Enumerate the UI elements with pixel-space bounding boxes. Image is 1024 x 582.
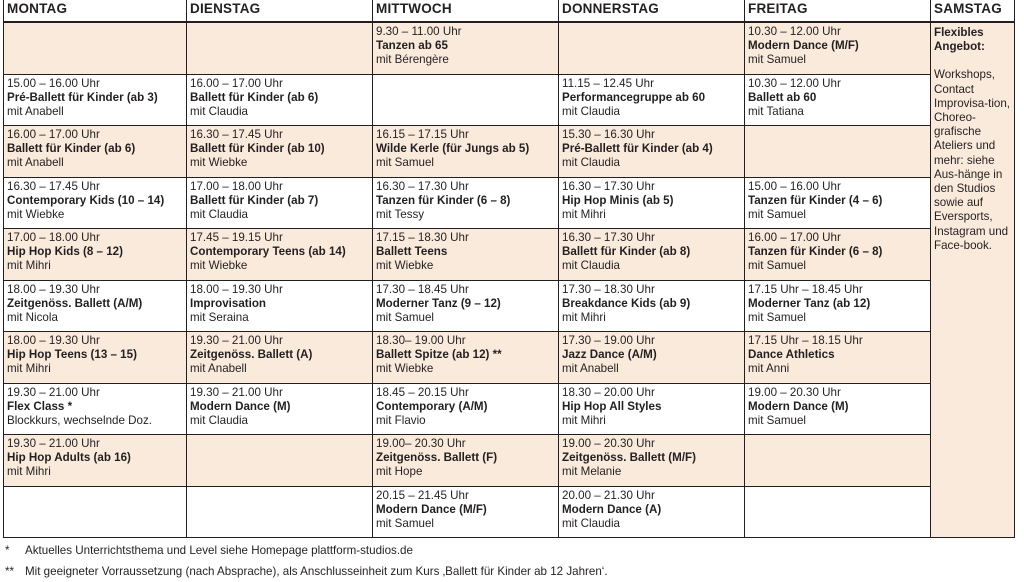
class-title: Zeitgenöss. Ballett (M/F) bbox=[562, 451, 696, 464]
empty-slot bbox=[559, 22, 745, 74]
class-teacher: mit Anni bbox=[748, 362, 790, 375]
class-time: 17.15 Uhr – 18.15 Uhr bbox=[748, 334, 863, 347]
class-title: Jazz Dance (A/M) bbox=[562, 348, 657, 361]
class-teacher: mit Wiebke bbox=[190, 259, 248, 272]
class-title: Moderner Tanz (9 – 12) bbox=[376, 296, 501, 310]
class-teacher: mit Samuel bbox=[376, 156, 434, 169]
class-teacher: mit Wiebke bbox=[190, 156, 248, 169]
class-title: Zeitgenöss. Ballett (A/M) bbox=[7, 296, 143, 310]
class-slot bbox=[745, 177, 931, 229]
class-time: 17.30 – 19.00 Uhr bbox=[562, 334, 655, 347]
class-title: Contemporary (A/M) bbox=[376, 399, 488, 413]
class-time: 19.30 – 21.00 Uhr bbox=[7, 385, 100, 399]
class-teacher: mit Mihri bbox=[7, 362, 51, 375]
empty-slot bbox=[745, 486, 931, 538]
class-time: 18.30 – 20.00 Uhr bbox=[562, 385, 655, 399]
class-slot bbox=[373, 229, 559, 281]
class-teacher: mit Nicola bbox=[7, 310, 58, 324]
class-title: Tanzen ab 65 bbox=[376, 39, 448, 52]
class-slot bbox=[745, 22, 931, 74]
class-slot bbox=[4, 435, 187, 487]
class-slot bbox=[559, 280, 745, 332]
class-title: Pré-Ballett für Kinder (ab 4) bbox=[562, 142, 713, 155]
class-slot bbox=[745, 332, 931, 384]
class-title: Modern Dance (M/F) bbox=[748, 39, 859, 52]
empty-slot bbox=[4, 22, 187, 74]
class-slot bbox=[373, 126, 559, 178]
class-slot bbox=[4, 177, 187, 229]
class-slot bbox=[187, 383, 373, 435]
class-slot bbox=[4, 126, 187, 178]
day-header-saturday: SAMSTAG bbox=[931, 0, 1015, 22]
saturday-title: Flexibles Angebot: bbox=[934, 26, 985, 54]
class-slot bbox=[745, 74, 931, 126]
class-title: Contemporary Teens (ab 14) bbox=[190, 245, 346, 258]
class-teacher: mit Tessy bbox=[376, 207, 425, 221]
class-time: 16.15 – 17.15 Uhr bbox=[376, 128, 469, 141]
class-teacher: mit Melanie bbox=[562, 465, 622, 478]
schedule-row bbox=[4, 74, 1015, 126]
class-title: Modern Dance (M) bbox=[748, 399, 849, 413]
class-title: Ballett für Kinder (ab 7) bbox=[190, 193, 319, 207]
schedule-row bbox=[4, 486, 1015, 538]
footnote-text: Mit geeigneter Vorraussetzung (nach Absprache), als Anschlusseinheit zum Kurs ‚Ballett für Kinder ab 12 Jahren‘. bbox=[25, 565, 608, 578]
class-slot bbox=[373, 22, 559, 74]
class-title: Moderner Tanz (ab 12) bbox=[748, 296, 871, 310]
class-time: 9.30 – 11.00 Uhr bbox=[376, 25, 462, 38]
class-time: 15.00 – 16.00 Uhr bbox=[748, 179, 841, 193]
class-time: 17.00 – 18.00 Uhr bbox=[7, 231, 100, 244]
class-slot bbox=[559, 229, 745, 281]
class-title: Tanzen für Kinder (4 – 6) bbox=[748, 193, 883, 207]
class-slot bbox=[559, 177, 745, 229]
class-teacher: mit Claudia bbox=[562, 104, 620, 118]
class-title: Tanzen für Kinder (6 – 8) bbox=[376, 193, 511, 207]
class-time: 10.30 – 12.00 Uhr bbox=[748, 76, 841, 90]
class-teacher: mit Wiebke bbox=[376, 259, 434, 272]
day-header-monday: MONTAG bbox=[4, 0, 187, 22]
day-header-tuesday: DIENSTAG bbox=[187, 0, 373, 22]
class-time: 20.00 – 21.30 Uhr bbox=[562, 488, 655, 502]
class-title: Improvisation bbox=[190, 296, 267, 310]
class-time: 11.15 – 12.45 Uhr bbox=[562, 76, 654, 90]
footnote bbox=[5, 561, 608, 582]
class-title: Modern Dance (A) bbox=[562, 502, 662, 516]
class-time: 18.00 – 19.30 Uhr bbox=[7, 282, 100, 296]
class-title: Hip Hop Teens (13 – 15) bbox=[7, 348, 137, 361]
day-header-thursday: DONNERSTAG bbox=[559, 0, 745, 22]
class-teacher: Blockkurs, wechselnde Doz. bbox=[7, 413, 152, 427]
class-time: 18.00 – 19.30 Uhr bbox=[7, 334, 100, 347]
class-slot bbox=[373, 486, 559, 538]
class-time: 17.30 – 18.30 Uhr bbox=[562, 282, 655, 296]
class-teacher: mit Bérengère bbox=[376, 53, 449, 66]
class-title: Hip Hop All Styles bbox=[562, 399, 662, 413]
class-slot bbox=[559, 486, 745, 538]
class-slot bbox=[187, 74, 373, 126]
class-teacher: mit Mihri bbox=[562, 310, 606, 324]
header-row bbox=[4, 0, 1015, 22]
class-title: Dance Athletics bbox=[748, 348, 835, 361]
schedule-row bbox=[4, 22, 1015, 74]
class-teacher: mit Anabell bbox=[190, 362, 247, 375]
class-slot bbox=[373, 383, 559, 435]
class-slot bbox=[373, 332, 559, 384]
schedule-row bbox=[4, 383, 1015, 435]
class-teacher: mit Mihri bbox=[562, 413, 606, 427]
class-title: Contemporary Kids (10 – 14) bbox=[7, 193, 165, 207]
footnote-mark: ** bbox=[5, 565, 15, 578]
saturday-info bbox=[931, 22, 1015, 538]
class-slot bbox=[4, 383, 187, 435]
class-teacher: mit Mihri bbox=[7, 259, 51, 272]
class-time: 19.30 – 21.00 Uhr bbox=[190, 385, 283, 399]
day-header-wednesday: MITTWOCH bbox=[373, 0, 559, 22]
class-slot bbox=[373, 280, 559, 332]
class-slot bbox=[745, 383, 931, 435]
class-time: 20.15 – 21.45 Uhr bbox=[376, 488, 469, 502]
class-teacher: mit Samuel bbox=[748, 259, 806, 272]
schedule-row bbox=[4, 435, 1015, 487]
class-slot bbox=[559, 74, 745, 126]
class-teacher: mit Tatiana bbox=[748, 104, 804, 118]
schedule-row bbox=[4, 280, 1015, 332]
empty-slot bbox=[187, 22, 373, 74]
class-slot bbox=[187, 177, 373, 229]
class-title: Hip Hop Kids (8 – 12) bbox=[7, 245, 123, 258]
class-title: Tanzen für Kinder (6 – 8) bbox=[748, 245, 883, 258]
class-title: Breakdance Kids (ab 9) bbox=[562, 296, 691, 310]
class-time: 17.30 – 18.45 Uhr bbox=[376, 282, 469, 296]
class-time: 16.00 – 17.00 Uhr bbox=[7, 128, 100, 141]
class-teacher: mit Samuel bbox=[748, 413, 806, 427]
schedule-row bbox=[4, 126, 1015, 178]
saturday-text: Workshops, Contact Improvisa-tion, Choreo-grafische Ateliers und mehr: siehe Aus-hänge in den Studios sowie auf Eversports, Instagram und Face-book. bbox=[934, 68, 1011, 252]
class-title: Wilde Kerle (für Jungs ab 5) bbox=[376, 142, 530, 155]
class-time: 19.00– 20.30 Uhr bbox=[376, 437, 466, 450]
class-slot bbox=[187, 332, 373, 384]
class-title: Ballett Teens bbox=[376, 245, 448, 258]
class-time: 16.30 – 17.45 Uhr bbox=[190, 128, 283, 141]
class-teacher: mit Hope bbox=[376, 465, 423, 478]
class-teacher: mit Anabell bbox=[562, 362, 619, 375]
class-teacher: mit Samuel bbox=[376, 516, 434, 530]
class-teacher: mit Wiebke bbox=[7, 207, 65, 221]
class-slot bbox=[373, 177, 559, 229]
class-teacher: mit Mihri bbox=[7, 465, 51, 478]
class-slot bbox=[4, 229, 187, 281]
empty-slot bbox=[187, 435, 373, 487]
schedule-table bbox=[3, 0, 1015, 538]
class-time: 10.30 – 12.00 Uhr bbox=[748, 25, 841, 38]
class-teacher: mit Claudia bbox=[562, 516, 620, 530]
class-teacher: mit Samuel bbox=[376, 310, 434, 324]
class-slot bbox=[4, 280, 187, 332]
class-time: 16.00 – 17.00 Uhr bbox=[748, 231, 841, 244]
schedule-row bbox=[4, 177, 1015, 229]
empty-slot bbox=[745, 126, 931, 178]
class-title: Hip Hop Adults (ab 16) bbox=[7, 451, 131, 464]
class-title: Ballett für Kinder (ab 10) bbox=[190, 142, 325, 155]
empty-slot bbox=[373, 74, 559, 126]
class-time: 16.30 – 17.30 Uhr bbox=[376, 179, 469, 193]
class-slot bbox=[187, 280, 373, 332]
class-time: 16.30 – 17.30 Uhr bbox=[562, 179, 655, 193]
footnote bbox=[5, 540, 608, 561]
class-teacher: mit Claudia bbox=[190, 207, 248, 221]
class-teacher: mit Samuel bbox=[748, 207, 806, 221]
class-time: 17.15 Uhr – 18.45 Uhr bbox=[748, 282, 863, 296]
class-slot bbox=[4, 74, 187, 126]
class-title: Flex Class * bbox=[7, 399, 73, 413]
class-time: 18.00 – 19.30 Uhr bbox=[190, 282, 283, 296]
class-teacher: mit Claudia bbox=[190, 413, 248, 427]
class-slot bbox=[559, 435, 745, 487]
class-time: 17.00 – 18.00 Uhr bbox=[190, 179, 283, 193]
empty-slot bbox=[4, 486, 187, 538]
class-slot bbox=[745, 280, 931, 332]
class-time: 17.15 – 18.30 Uhr bbox=[376, 231, 469, 244]
class-title: Ballett für Kinder (ab 6) bbox=[190, 90, 319, 104]
class-time: 18.45 – 20.15 Uhr bbox=[376, 385, 469, 399]
footnote-mark: * bbox=[5, 544, 10, 557]
class-title: Hip Hop Minis (ab 5) bbox=[562, 193, 674, 207]
class-title: Modern Dance (M) bbox=[190, 399, 291, 413]
class-slot bbox=[559, 332, 745, 384]
class-title: Zeitgenöss. Ballett (F) bbox=[376, 451, 498, 464]
class-time: 15.30 – 16.30 Uhr bbox=[562, 128, 655, 141]
footnote-text: Aktuelles Unterrichtsthema und Level siehe Homepage plattform-studios.de bbox=[25, 544, 413, 557]
schedule-row bbox=[4, 332, 1015, 384]
class-teacher: mit Seraina bbox=[190, 310, 249, 324]
class-teacher: mit Anabell bbox=[7, 104, 64, 118]
class-time: 16.30 – 17.45 Uhr bbox=[7, 179, 100, 193]
class-time: 18.30– 19.00 Uhr bbox=[376, 334, 466, 347]
class-slot bbox=[745, 229, 931, 281]
class-teacher: mit Samuel bbox=[748, 53, 806, 66]
class-slot bbox=[373, 435, 559, 487]
class-slot bbox=[559, 126, 745, 178]
class-slot bbox=[559, 383, 745, 435]
class-teacher: mit Claudia bbox=[562, 156, 620, 169]
class-time: 16.30 – 17.30 Uhr bbox=[562, 231, 655, 244]
empty-slot bbox=[745, 435, 931, 487]
class-teacher: mit Anabell bbox=[7, 156, 64, 169]
class-teacher: mit Claudia bbox=[190, 104, 248, 118]
footnotes bbox=[5, 540, 608, 582]
class-title: Ballett für Kinder (ab 6) bbox=[7, 142, 136, 155]
class-title: Performancegruppe ab 60 bbox=[562, 90, 706, 104]
class-teacher: mit Mihri bbox=[562, 207, 606, 221]
class-slot bbox=[187, 229, 373, 281]
schedule-row bbox=[4, 229, 1015, 281]
class-time: 19.30 – 21.00 Uhr bbox=[190, 334, 283, 347]
class-title: Zeitgenöss. Ballett (A) bbox=[190, 348, 313, 361]
class-slot bbox=[4, 332, 187, 384]
class-time: 16.00 – 17.00 Uhr bbox=[190, 76, 283, 90]
class-teacher: mit Samuel bbox=[748, 310, 806, 324]
class-time: 19.00 – 20.30 Uhr bbox=[748, 385, 841, 399]
class-time: 19.00 – 20.30 Uhr bbox=[562, 437, 655, 450]
class-time: 15.00 – 16.00 Uhr bbox=[7, 76, 100, 90]
empty-slot bbox=[187, 486, 373, 538]
class-title: Ballett für Kinder (ab 8) bbox=[562, 245, 691, 258]
class-title: Pré-Ballett für Kinder (ab 3) bbox=[7, 90, 158, 104]
class-slot bbox=[187, 126, 373, 178]
class-title: Modern Dance (M/F) bbox=[376, 502, 487, 516]
class-time: 19.30 – 21.00 Uhr bbox=[7, 437, 100, 450]
class-teacher: mit Claudia bbox=[562, 259, 620, 272]
class-title: Ballett ab 60 bbox=[748, 90, 817, 104]
class-title: Ballett Spitze (ab 12) ** bbox=[376, 348, 502, 361]
class-time: 17.45 – 19.15 Uhr bbox=[190, 231, 283, 244]
class-teacher: mit Flavio bbox=[376, 413, 426, 427]
day-header-friday: FREITAG bbox=[745, 0, 931, 22]
class-teacher: mit Wiebke bbox=[376, 362, 434, 375]
